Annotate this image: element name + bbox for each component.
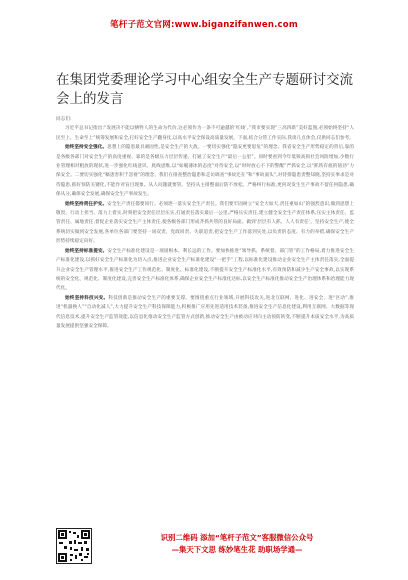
paragraph: 始终坚持科技兴安。科技创新是推动安全生产的重要支撑。要围绕重点行业领域,开展科技攻关,进北互联网、进化、进安全、进“区动”,推进“机器换人”“自动化减人”,大力提升安全生产科技保障能力,积极推广应用先进适用技术装备,推进安全生产信息化建设,利用互联网、大数据等现代信息技术,提升安全生产监管效能,以信息化推动安全生产监管方式创新,推动安全生产由被动应对向主动预防转变,不断提升本质安全水平,为高质量发展提供坚强安全保障。 — [56, 295, 354, 329]
greeting: 同志们: — [56, 117, 72, 122]
paragraph: 始终坚持责任护安。安全生产责任都要同行。必须逐一落实安全生产责任。我们要牢固树立“安全大如天,责任重如山”的强烈意识,做到思想上敬畏、行动上担当、落力上着实,时刻把安全责任层层压实,打通责任落实最后一公里,严格压实责任,建立健全安全生产责任体系,压实主体责任、监管责任、属地责任,督促企业落实安全生产主体责任,使各级各部门形成齐抓共管的良好局面。做到‘层层有人抓、人人有责任’。坚持安全生产,使全系统切实做到安全发展,各单位各部门要坚持一岗双责、党政同责、失职追责,把安全生产工作落到实处,以负责的态度、有力的举措,确保安全生产形势持续稳定向好。 — [56, 201, 355, 245]
document-body — [56, 115, 354, 331]
paragraph: 习近平总书记指出:“发展决不能以牺牲人的生命为代价,这必须作为一条不可逾越的‘红线’。”我市要实现“三高四新”美好蓝图,必须始终坚持“人民至上、生命至上”统筹发展和安全,打好安全生产翻身仗,以高水平安全保设高质量发展。下面,结合分管工作实际,我谈几点体会,仅供同志们参考。 — [56, 126, 354, 141]
paragraph-heading: 始终坚持标准提安。 — [65, 248, 108, 254]
site-watermark-header: 笔杆子范文官网:www.biganzifanwen.com — [110, 20, 298, 30]
footer-text — [122, 532, 352, 556]
paragraph-heading: 始终坚持科技兴安。 — [65, 295, 109, 301]
paragraph: 始终坚持标准提安。安全生产标准化建设是一项固根本、利长远的工作。要加快推进“领导抓、系统督、部门管”的工作格局,着力推进安全生产标准化建设,以抓好安全生产标准化为切入点,推进企业安全生产标准化建设“一把手”工程,以标准化建设推动企业安全生产主体责任落实,全面提升企业安全生产管理水平,推进安全生产工作规范化、制度化、标准化建设,不断提升安全生产标准化水平,有效预防和减少生产安全事故,以实现系统的安全化、规范化、制度化建设,完善安全生产标准化体系,确保企业安全生产标准化达标,以安全生产标准化推动安全生产治理体系和治理能力现代化。 — [56, 248, 354, 292]
paragraph: 始终坚持安全强化。思想上的隐患最具顽固性,是安全生产的大敌。一要切实强化“隐安更要思危”的理念。我省安全生产形势稳定的背后,靠的是各级各部门对安全生产的高度重视、靠的是各级压力层层传递、打通了安全生产“最后一公里”。同时要看到今年低频高损社会风险增加,少数行业管理相对粗放的现状,进一步强化红线意识、底线思维,以“如履薄冰的态度”对待安全,以“时时放心不下的警醒”严抓安全,以“抓铁有痕的韧劲”力保安全。二要切实强化“稿患害积于忽视”的理念。我们在排查整治隐患和走访调查“事故还在”和“事故面头”,对待排隐患责整知晓,坚持实事求是对待隐患,抓好预防关键化,不能作对盲目现象。从人问题就要管。坚持从主排整面后防不放松。严格纠行标准,更何况发生生产事故不留任何隐患,确保从分,确保安全发展,确保安全生产事故发生。 — [56, 145, 355, 198]
document-title: 在集团党委理论学习中心组安全生产专题研讨交流会上的发言 — [56, 72, 353, 108]
paragraph-heading: 始终坚持安全强化。 — [65, 145, 108, 151]
footer-line-1: 识别二维码 添加“笔杆子范文”客服微信公众号 — [160, 533, 314, 542]
footer-banner — [56, 528, 356, 568]
footer-line-2: —集天下文思 练妙笔生花 助职场学通— — [171, 545, 303, 554]
qr-code-icon[interactable] — [56, 528, 92, 564]
paragraph-heading: 始终坚持责任护安。 — [65, 201, 108, 207]
